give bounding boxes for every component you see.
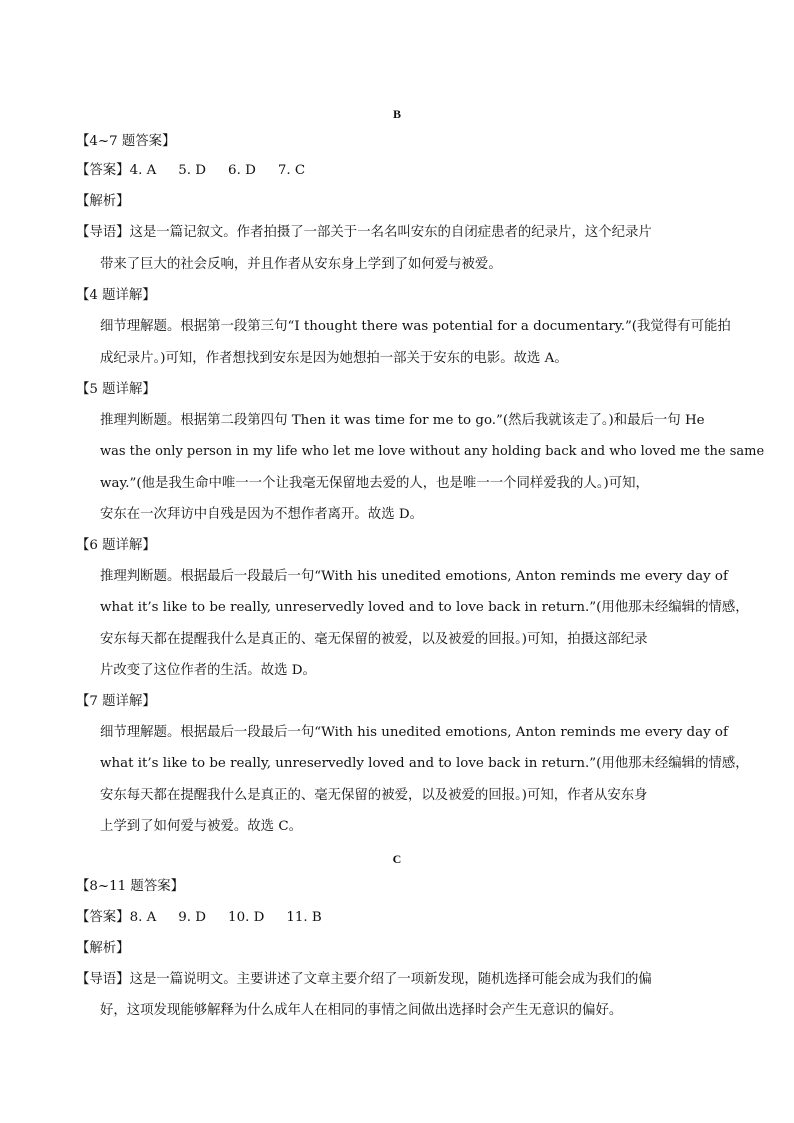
answer-item: 9. D bbox=[178, 910, 207, 925]
q7-label: 【7 题详解】 bbox=[76, 694, 156, 709]
q7-text-line: 安东每天都在提醒我什么是真正的、毫无保留的被爱，以及被爱的回报。)可知，作者从安东身 bbox=[100, 788, 648, 803]
q4-text-line: 细节理解题。根据第一段第三句“I thought there was potential for a documentary.”(我觉得有可能拍 bbox=[100, 319, 731, 334]
q6-text-line: what it’s like to be really, unreservedly loved and to love back in return.”(用他那未经编辑的情感， bbox=[100, 600, 749, 615]
analysis-label: 【解析】 bbox=[76, 941, 130, 956]
q5-text-line: way.”(他是我生命中唯一一个让我毫无保留地去爱的人，也是唯一一个同样爱我的人。)可知， bbox=[100, 476, 649, 491]
q4-text-line: 成纪录片。)可知，作者想找到安东是因为她想拍一部关于安东的电影。故选 A。 bbox=[100, 351, 568, 366]
q6-text-line: 安东每天都在提醒我什么是真正的、毫无保留的被爱，以及被爱的回报。)可知，拍摄这部纪录 bbox=[100, 632, 648, 647]
q7-text-line: 细节理解题。根据最后一段最后一句“With his unedited emotions, Anton reminds me every day of bbox=[100, 725, 728, 740]
intro-text-line: 带来了巨大的社会反响，并且作者从安东身上学到了如何爱与被爱。 bbox=[100, 257, 502, 272]
q7-text-line: 上学到了如何爱与被爱。故选 C。 bbox=[100, 819, 302, 834]
answer-label: 【答案】 bbox=[76, 163, 130, 178]
answer-item: 6. D bbox=[228, 163, 256, 178]
section-heading-c: C bbox=[392, 852, 402, 866]
intro-text-line: 好，这项发现能够解释为什么成年人在相同的事情之间做出选择时会产生无意识的偏好。 bbox=[100, 1003, 623, 1018]
group-answer-label: 【8~11 题答案】 bbox=[76, 879, 184, 894]
q4-label: 【4 题详解】 bbox=[76, 288, 156, 303]
section-heading-b: B bbox=[392, 107, 401, 121]
q5-label: 【5 题详解】 bbox=[76, 382, 156, 397]
answer-item: 4. A bbox=[129, 163, 157, 178]
q6-label: 【6 题详解】 bbox=[76, 538, 156, 553]
intro-label: 【导语】 bbox=[76, 972, 130, 987]
answer-item: 11. B bbox=[286, 910, 322, 925]
q5-text-line: 安东在一次拜访中自残是因为不想作者离开。故选 D。 bbox=[100, 507, 423, 522]
group-answer-label: 【4~7 题答案】 bbox=[76, 134, 176, 149]
answer-item: 10. D bbox=[228, 910, 265, 925]
intro-paragraph-line bbox=[76, 970, 652, 990]
intro-paragraph-line bbox=[76, 223, 652, 243]
q6-text-line: 推理判断题。根据最后一段最后一句“With his unedited emotions, Anton reminds me every day of bbox=[100, 569, 728, 584]
analysis-label: 【解析】 bbox=[76, 194, 130, 209]
q5-text-line: was the only person in my life who let me love without any holding back and who loved me the same bbox=[100, 444, 765, 459]
q6-text-line: 片改变了这位作者的生活。故选 D。 bbox=[100, 663, 316, 678]
q7-text-line: what it’s like to be really, unreservedly loved and to love back in return.”(用他那未经编辑的情感， bbox=[100, 756, 749, 771]
intro-label: 【导语】 bbox=[76, 225, 130, 240]
answer-label: 【答案】 bbox=[76, 910, 130, 925]
answer-item: 8. A bbox=[129, 910, 157, 925]
intro-text: 这是一篇记叙文。作者拍摄了一部关于一名名叫安东的自闭症患者的纪录片，这个纪录片 bbox=[129, 225, 652, 240]
answer-row bbox=[76, 908, 322, 928]
answer-row bbox=[76, 161, 305, 181]
q5-text-line: 推理判断题。根据第二段第四句 Then it was time for me to go.”(然后我就该走了。)和最后一句 He bbox=[100, 413, 705, 428]
answer-item: 5. D bbox=[178, 163, 207, 178]
answer-item: 7. C bbox=[277, 163, 306, 178]
intro-text: 这是一篇说明文。主要讲述了文章主要介绍了一项新发现，随机选择可能会成为我们的偏 bbox=[129, 972, 652, 987]
